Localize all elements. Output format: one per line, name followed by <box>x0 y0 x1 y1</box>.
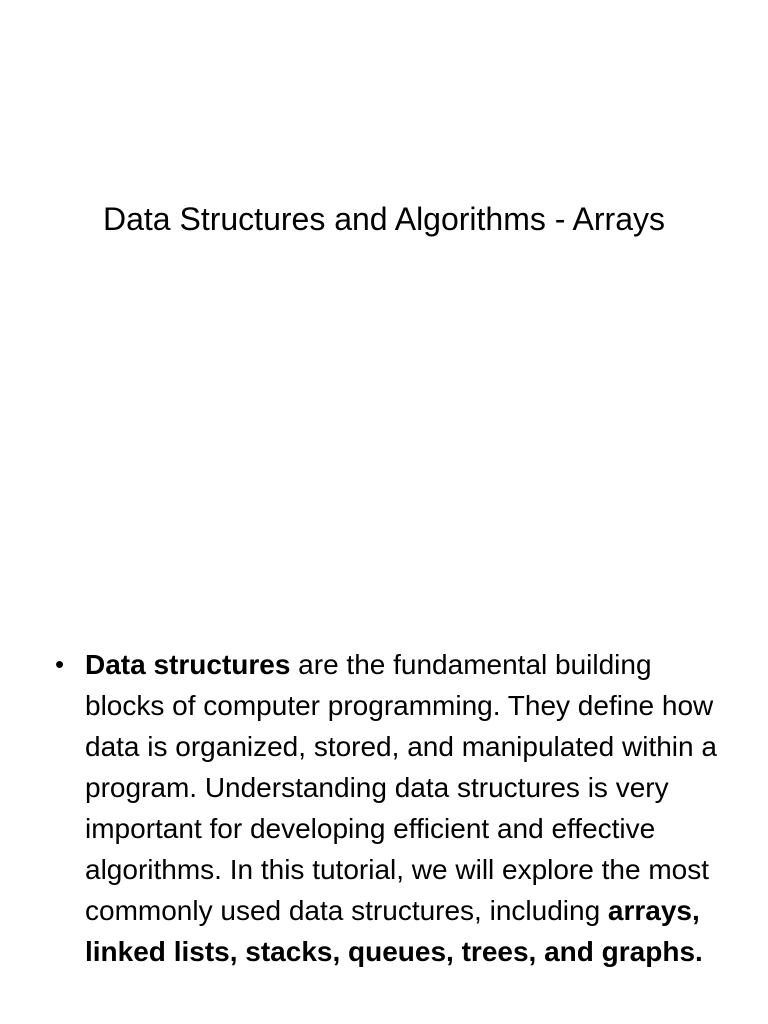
bullet-emphasis-bold: arrays, linked lists, stacks, queues, trees, and graphs. <box>85 895 703 967</box>
bullet-marker: • <box>55 649 65 679</box>
bullet-body-text: are the fundamental building blocks of computer programming. They define how data is organized, stored, and manipulated within a program. Understanding data structures is very important for developing efficient and effective algorithms. In this tutorial, we will explore the most commonly used data structures, including <box>85 649 717 926</box>
bullet-text <box>85 644 735 972</box>
bullet-lead-bold: Data structures <box>85 649 291 680</box>
slide-title: Data Structures and Algorithms - Arrays <box>103 201 665 237</box>
